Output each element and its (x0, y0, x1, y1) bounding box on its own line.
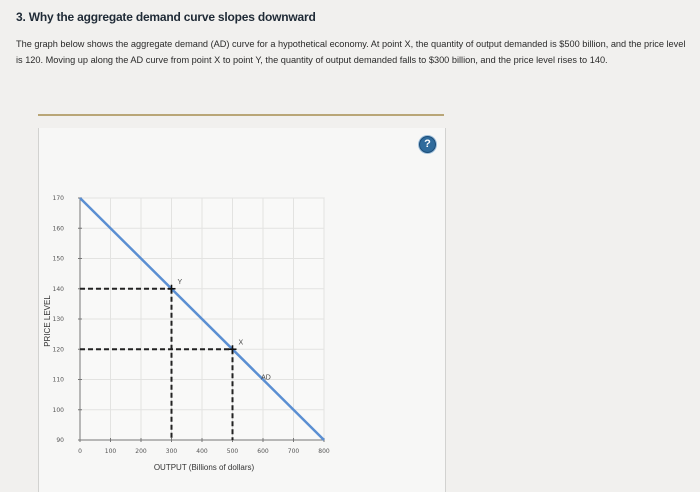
x-tick-label: 300 (165, 448, 178, 455)
x-tick-label: 500 (226, 448, 239, 455)
x-tick-label: 100 (104, 448, 117, 455)
y-tick-label: 120 (52, 346, 64, 354)
question-heading: 3. Why the aggregate demand curve slopes downward (16, 10, 316, 24)
y-tick-label: 170 (52, 195, 64, 202)
x-tick-label: 800 (318, 448, 330, 455)
point-label-x: X (238, 339, 244, 347)
y-tick-label: 110 (52, 376, 64, 384)
y-tick-label: 140 (52, 285, 64, 293)
x-tick-label: 200 (135, 448, 147, 455)
y-tick-label: 100 (52, 406, 64, 414)
question-intro: The graph below shows the aggregate demand (AD) curve for a hypothetical economy. At point X, the quantity of output demanded is $500 billion, and the price level is 120. Moving up along the AD curve from point X to point Y, the quantity of output demanded falls to $300 billion, and the price level rises to 140. (16, 39, 686, 65)
x-tick-label: 400 (196, 448, 208, 455)
x-tick-label: 600 (257, 448, 269, 455)
x-tick-label: 0 (78, 448, 82, 455)
y-tick-label: 150 (52, 255, 64, 263)
y-tick-label: 90 (56, 437, 64, 444)
help-icon[interactable]: ? (419, 136, 436, 153)
y-axis-title: PRICE LEVEL (43, 295, 52, 347)
y-tick-label: 160 (52, 225, 64, 233)
y-tick-label: 130 (52, 316, 64, 323)
point-label-y: Y (177, 278, 183, 286)
x-tick-label: 700 (287, 448, 300, 455)
ad-curve-label: AD (261, 374, 271, 382)
x-axis-title: OUTPUT (Billions of dollars) (153, 463, 255, 472)
